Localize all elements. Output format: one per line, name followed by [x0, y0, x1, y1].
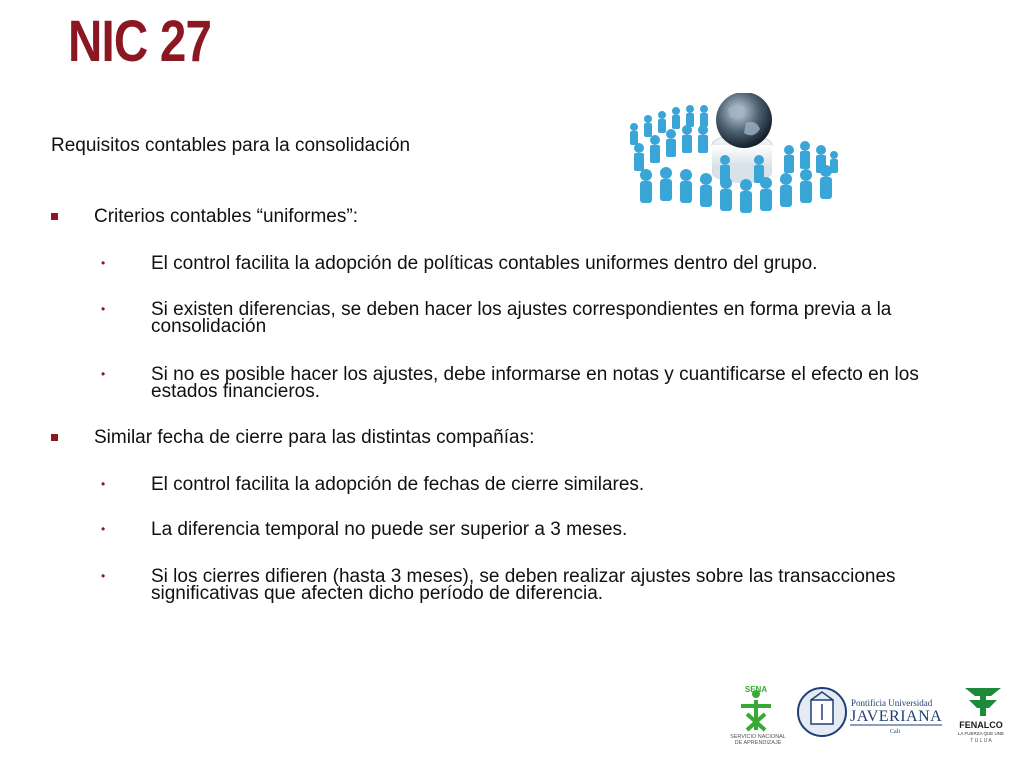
square-bullet-icon — [51, 434, 58, 441]
section-heading-text: Similar fecha de cierre para las distintas compañías: — [94, 427, 535, 448]
svg-text:Pontificia Universidad: Pontificia Universidad — [851, 698, 933, 708]
slide-title: NIC 27 — [68, 9, 212, 74]
svg-text:JAVERIANA: JAVERIANA — [850, 708, 943, 725]
bullet-text: La diferencia temporal no puede ser superior a 3 meses. — [151, 519, 628, 540]
svg-text:SERVICIO NACIONAL: SERVICIO NACIONAL — [730, 734, 786, 740]
svg-text:T U L U A: T U L U A — [970, 738, 992, 744]
fenalco-logo — [958, 688, 1004, 744]
dot-bullet-icon: • — [101, 522, 106, 536]
footer-logos — [725, 680, 1015, 750]
globe-people-icon — [622, 93, 849, 228]
javeriana-logo — [798, 688, 942, 736]
bullet-text: El control facilita la adopción de políticas contables uniformes dentro del grupo. — [151, 253, 818, 274]
svg-text:DE APRENDIZAJE: DE APRENDIZAJE — [734, 740, 782, 746]
slide-subtitle: Requisitos contables para la consolidación — [51, 135, 411, 156]
bullet-text: Si no es posible hacer los ajustes, debe informarse en notas y cuantificarse el efecto en los estados financieros. — [151, 364, 919, 402]
dot-bullet-icon: • — [101, 367, 106, 381]
dot-bullet-icon: • — [101, 256, 106, 270]
bullet-text: El control facilita la adopción de fechas de cierre similares. — [151, 474, 645, 495]
dot-bullet-icon: • — [101, 569, 106, 583]
bullet-text: Si existen diferencias, se deben hacer los ajustes correspondientes en forma previa a la consolidación — [151, 299, 892, 337]
svg-text:FENALCO: FENALCO — [959, 720, 1003, 730]
dot-bullet-icon: • — [101, 477, 106, 491]
dot-bullet-icon: • — [101, 302, 106, 316]
svg-text:SENA: SENA — [744, 685, 768, 694]
section-heading-text: Criterios contables “uniformes”: — [94, 206, 358, 227]
sena-logo — [730, 685, 786, 746]
bullet-text: Si los cierres difieren (hasta 3 meses), se deben realizar ajustes sobre las transacciones significativas que afecten dicho período de diferencia. — [151, 566, 896, 604]
svg-text:LA FUERZA QUE UNE: LA FUERZA QUE UNE — [957, 731, 1005, 736]
svg-text:Cali: Cali — [890, 729, 900, 735]
square-bullet-icon — [51, 213, 58, 220]
